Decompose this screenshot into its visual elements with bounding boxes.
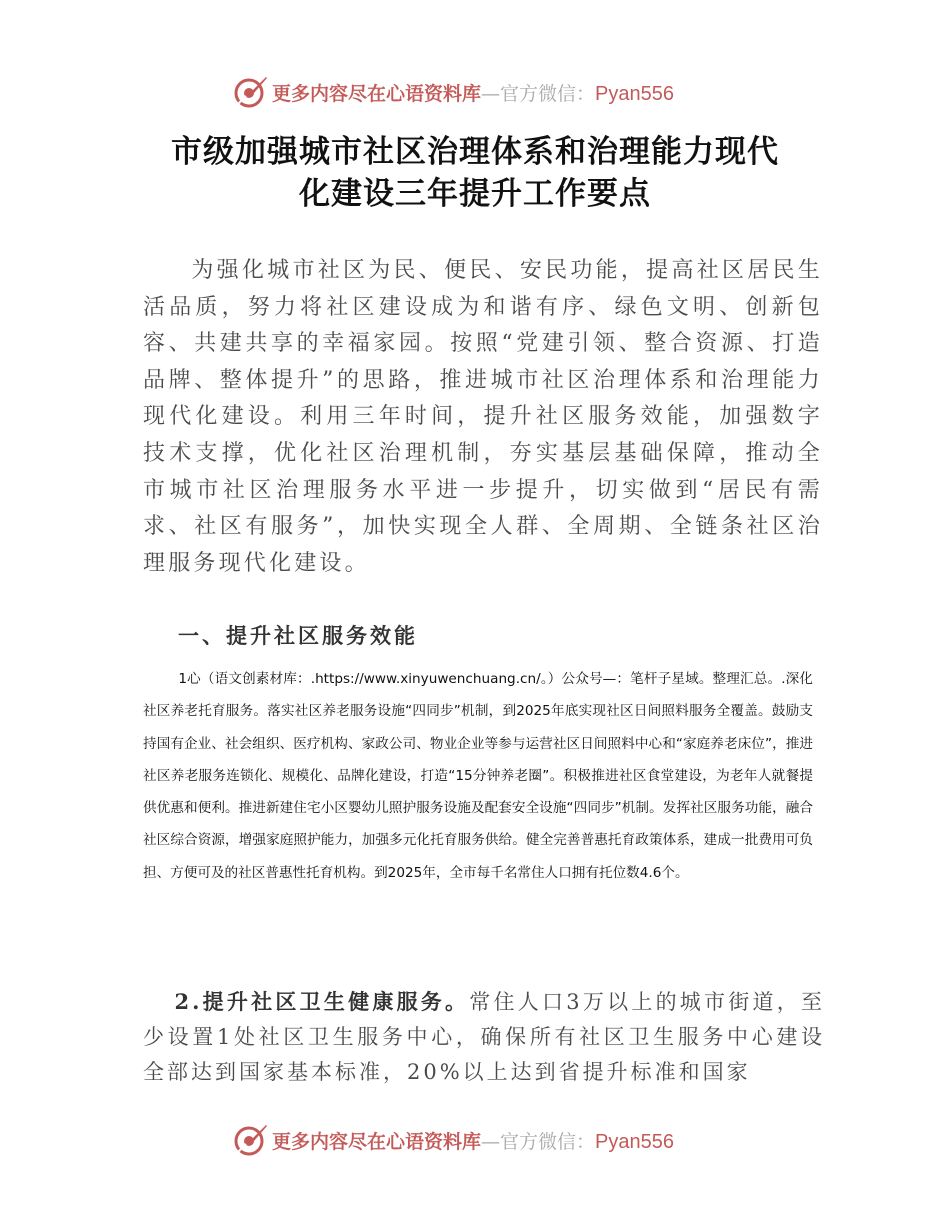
banner-wechat-label: 官方微信：: [500, 83, 596, 105]
pen-logo-icon: [232, 74, 268, 110]
footer-banner: [0, 1120, 950, 1160]
item-2-text: 常住人口3万以上的城市街道，至少设置1处社区卫生服务中心，确保所有社区卫生服务中心建设全部达到国家基本标准，20%以上达到省提升标准和国家: [143, 990, 825, 1084]
pen-logo-icon: [232, 1122, 268, 1158]
intro-paragraph: 为强化城市社区为民、便民、安民功能，提高社区居民生活品质，努力将社区建设成为和谐有序、绿色文明、创新包容、共建共享的幸福家园。按照“党建引领、整合资源、打造品牌、整体提升”的思路，推进城市社区治理体系和治理能力现代化建设。利用三年时间，提升社区服务效能，加强数字技术支撑，优化社区治理机制，夯实基层基础保障，推动全市城市社区治理服务水平进一步提升，切实做到“居民有需求、社区有服务”，加快实现全人群、全周期、全链条社区治理服务现代化建设。: [143, 258, 823, 576]
banner-main-text: 更多内容尽在心语资料库: [272, 1131, 482, 1153]
banner-text: [272, 1127, 674, 1154]
header-banner: [0, 72, 950, 112]
banner-wechat-id: Pyan556: [595, 83, 674, 105]
banner-dash: —: [481, 83, 501, 105]
banner-wechat-label: 官方微信：: [500, 1131, 596, 1153]
section-heading: 一、提升社区服务效能: [178, 624, 418, 648]
item-1-paragraph: 1心（语文创素材库：.https://www.xinyuwenchuang.cn/。）公众号—：笔杆子星域。整理汇总。.深化社区养老托育服务。落实社区养老服务设施“四同步”机制，到2025年底实现社区日间照料服务全覆盖。鼓励支持国有企业、社会组织、医疗机构、家政公司、物业企业等参与运营社区日间照料中心和“家庭养老床位”，推进社区养老服务连锁化、规模化、品牌化建设，打造“15分钟养老圈”。积极推进社区食堂建设，为老年人就餐提供优惠和便利。推进新建住宅小区婴幼儿照护服务设施及配套安全设施“四同步”机制。发挥社区服务功能，融合社区综合资源，增强家庭照护能力，加强多元化托育服务供给。健全完善普惠托育政策体系，建成一批费用可负担、方便可及的社区普惠性托育机构。到2025年，全市每千名常住人口拥有托位数4.6个。: [143, 671, 813, 881]
document-title-line-1: 市级加强城市社区治理体系和治理能力现代: [171, 134, 779, 170]
banner-text: [272, 79, 674, 106]
banner-wechat-id: Pyan556: [595, 1131, 674, 1153]
document-title-line-2: 化建设三年提升工作要点: [299, 176, 651, 212]
item-2-paragraph: [143, 984, 825, 1090]
banner-dash: —: [481, 1131, 501, 1153]
item-2-lead: 2.提升社区卫生健康服务。: [174, 989, 470, 1014]
banner-main-text: 更多内容尽在心语资料库: [272, 83, 482, 105]
